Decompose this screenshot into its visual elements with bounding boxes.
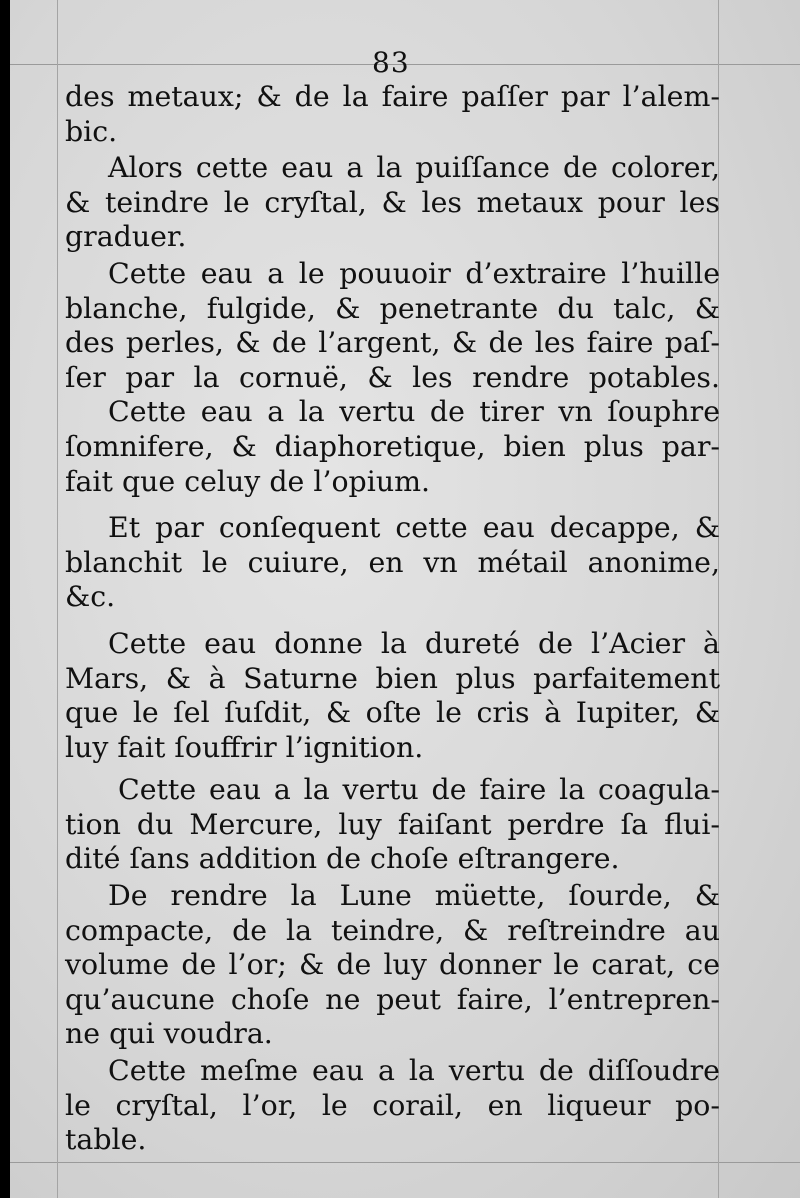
text-line: ſer par la cornuë, & les rendre potables. (65, 360, 720, 394)
text-line: Et par conſequent cette eau decappe, & (108, 511, 720, 545)
text-line: &c. (65, 580, 116, 614)
text-line: que le ſel ſuſdit, & oſte le cris à Iupiter, & (65, 696, 720, 730)
text-line: luy fait ſouffrir l’ignition. (65, 730, 424, 764)
text-line: ſomnifere, & diaphoretique, bien plus par- (65, 429, 720, 463)
text-line: le cryſtal, l’or, le corail, en liqueur po- (65, 1088, 720, 1122)
book-page (10, 0, 800, 1198)
text-line: Cette eau a le pouuoir d’extraire l’huille (108, 256, 720, 290)
body-text (65, 80, 720, 1158)
text-line: tion du Mercure, luy faiſant perdre ſa flui- (65, 807, 720, 841)
text-line: Alors cette eau a la puiſſance de colorer, (108, 151, 720, 185)
text-line: dité ſans addition de choſe eſtrangere. (65, 842, 620, 876)
text-line: fait que celuy de l’opium. (65, 464, 431, 498)
text-line: Cette eau donne la dureté de l’Acier à (108, 626, 720, 660)
text-line: ne qui voudra. (65, 1017, 273, 1051)
text-line: qu’aucune choſe ne peut faire, l’entrepren- (65, 982, 720, 1016)
left-ruled-line (57, 0, 58, 1198)
text-line: Cette eau a la vertu de tirer vn ſouphre (108, 395, 720, 429)
text-line: volume de l’or; & de luy donner le carat, ce (65, 948, 720, 982)
text-line: Cette meſme eau a la vertu de diſſoudre (108, 1054, 720, 1088)
text-line: blanchit le cuiure, en vn métail anonime, (65, 545, 720, 579)
text-line: compacte, de la teindre, & reſtreindre au (65, 913, 720, 947)
text-line: graduer. (65, 220, 187, 254)
text-line: Cette eau a la vertu de faire la coagula- (118, 773, 720, 807)
bottom-ruled-line (10, 1162, 800, 1163)
text-line: bic. (65, 114, 118, 148)
page-number: 83 (372, 46, 410, 79)
text-line: & teindre le cryſtal, & les metaux pour les (65, 185, 720, 219)
text-line: table. (65, 1123, 147, 1157)
text-line: des perles, & de l’argent, & de les faire paſ- (65, 326, 720, 360)
text-line: De rendre la Lune müette, ſourde, & (108, 879, 720, 913)
text-line: des metaux; & de la faire paſſer par l’alem- (65, 80, 720, 113)
text-line: blanche, fulgide, & penetrante du talc, & (65, 291, 720, 325)
text-line: Mars, & à Saturne bien plus parfaitement (65, 661, 720, 695)
